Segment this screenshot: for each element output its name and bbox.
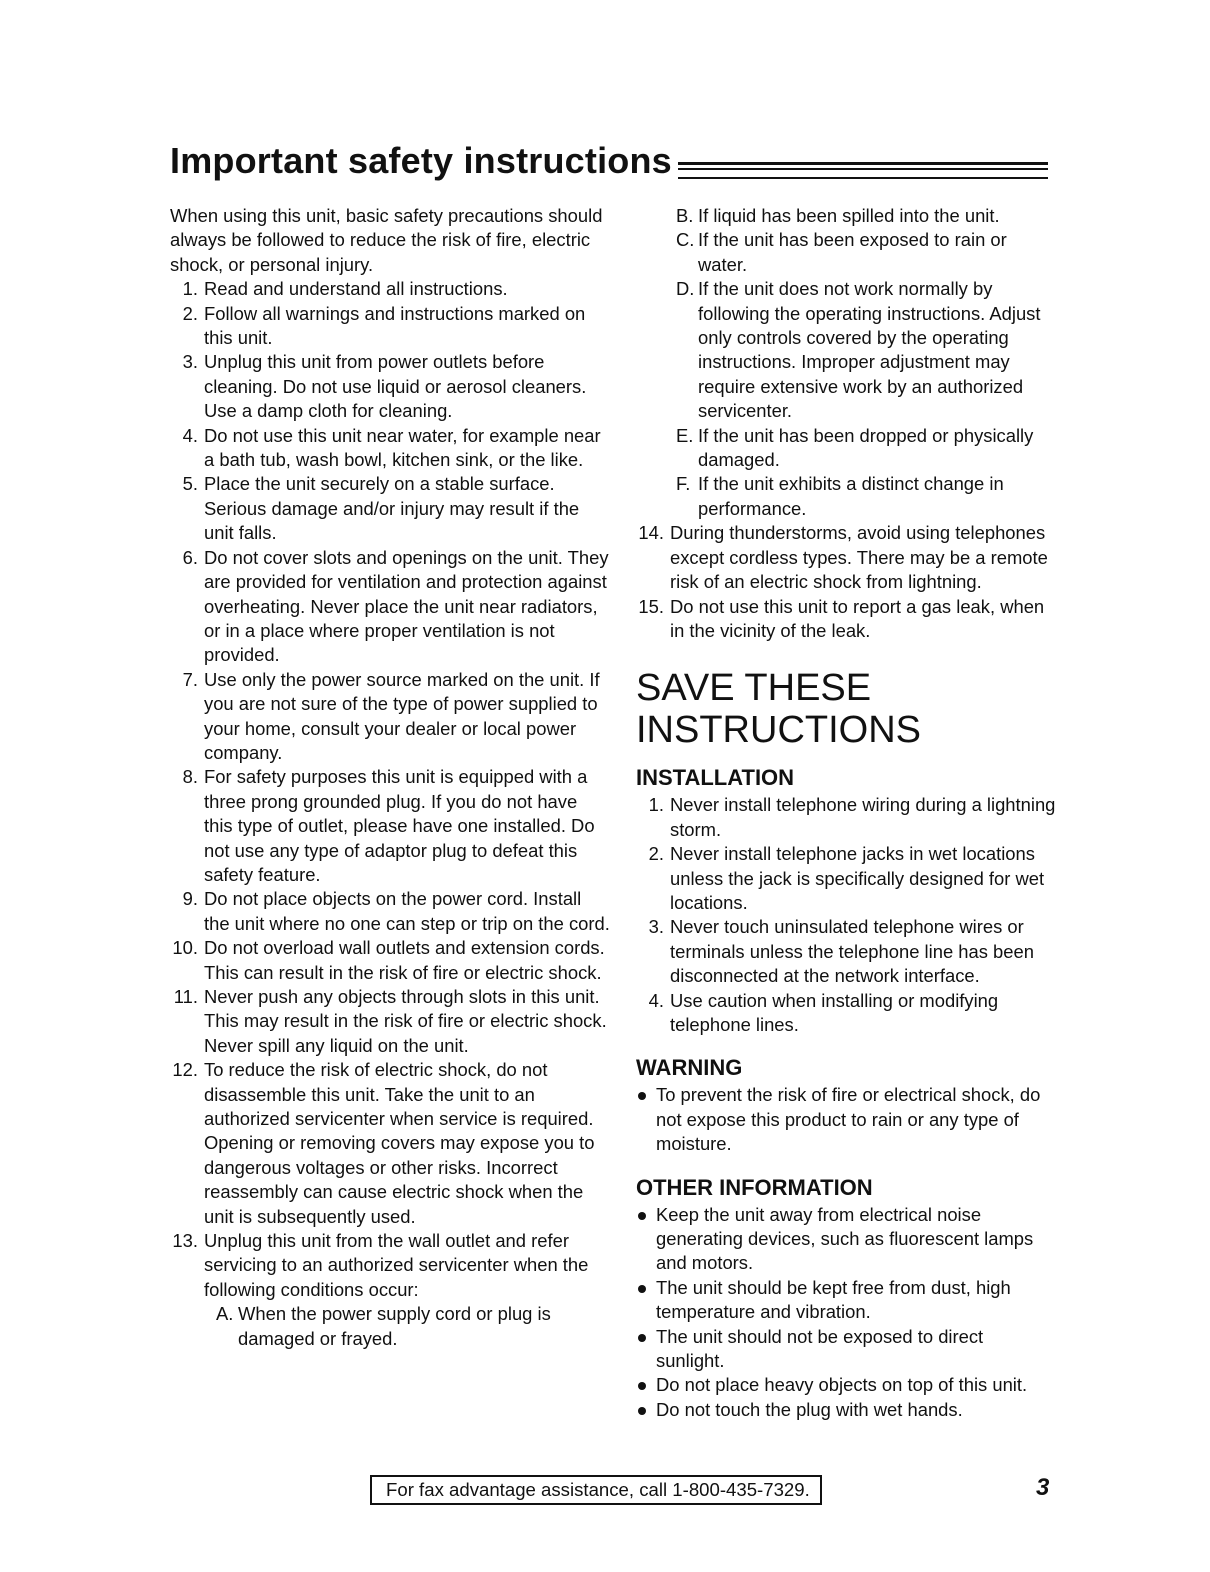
- item-text: Use only the power source marked on the unit. If you are not sure of the type of power supplied to your home, consult your dealer or local power company.: [204, 668, 600, 763]
- item-number: 5.: [182, 473, 198, 495]
- bullet-item: [636, 1203, 1056, 1276]
- title-row: [170, 140, 1050, 190]
- list-item: [636, 595, 1056, 644]
- bullet-item: [636, 1373, 1056, 1397]
- bullet-icon: [638, 1285, 646, 1293]
- item-number: 10.: [172, 937, 198, 959]
- list-item: [636, 989, 1056, 1038]
- list-item: [170, 985, 610, 1058]
- item-letter: C.: [676, 229, 695, 251]
- other-information-list: [636, 1203, 1056, 1423]
- bullet-icon: [638, 1092, 646, 1100]
- item-letter: E.: [676, 424, 694, 446]
- item-text: Never touch uninsulated telephone wires or terminals unless the telephone line has been disconnected at the network interface.: [670, 916, 1034, 987]
- item-number: 2.: [648, 843, 664, 865]
- item-number: 11.: [173, 986, 198, 1007]
- sub-list-item: [216, 1302, 610, 1351]
- list-item: [170, 472, 610, 545]
- item-text: To prevent the risk of fire or electrical shock, do not expose this product to rain or any type of moisture.: [656, 1084, 1041, 1155]
- bullet-item: [636, 1398, 1056, 1422]
- list-item: [170, 1229, 610, 1351]
- sub-list: [216, 1302, 610, 1351]
- bullet-icon: [638, 1334, 646, 1342]
- sub-list-item: [676, 277, 1056, 423]
- item-number: 7.: [182, 668, 198, 690]
- item-text: Never install telephone wiring during a lightning storm.: [670, 794, 1056, 840]
- item-text: If the unit has been dropped or physically damaged.: [698, 424, 1034, 471]
- bullet-item: [636, 1325, 1056, 1374]
- list-item: [170, 277, 610, 301]
- item-number: 9.: [182, 888, 198, 910]
- bullet-icon: [638, 1212, 646, 1220]
- safety-list-right: [636, 521, 1056, 643]
- item-text: Follow all warnings and instructions marked on this unit.: [204, 302, 586, 349]
- save-heading-line2: INSTRUCTIONS: [636, 709, 921, 752]
- item-text: When the power supply cord or plug is damaged or frayed.: [238, 1303, 551, 1349]
- item-text: Never push any objects through slots in this unit. This may result in the risk of fire or electric shock. Never spill any liquid on the unit.: [204, 986, 607, 1056]
- bullet-icon: [638, 1407, 646, 1415]
- page-number: 3: [1036, 1474, 1050, 1501]
- item-text: If liquid has been spilled into the unit.: [698, 205, 1000, 226]
- item-text: If the unit has been exposed to rain or water.: [698, 229, 1007, 275]
- list-item: [636, 521, 1056, 594]
- bullet-icon: [638, 1382, 646, 1390]
- title-rule: [678, 162, 1048, 179]
- list-item: [170, 350, 610, 423]
- item-number: 4.: [648, 989, 664, 1011]
- item-text: Do not use this unit near water, for example near a bath tub, wash bowl, kitchen sink, or the like.: [204, 424, 601, 471]
- safety-list-left: [170, 277, 610, 1351]
- bullet-item: [636, 1276, 1056, 1325]
- save-instructions-heading: [636, 667, 1056, 751]
- sub-list-item: [676, 204, 1056, 228]
- item-number: 13.: [172, 1230, 198, 1252]
- item-text: The unit should be kept free from dust, high temperature and vibration.: [656, 1276, 1011, 1323]
- item-text: Do not overload wall outlets and extension cords. This can result in the risk of fire or electric shock.: [204, 937, 605, 983]
- installation-list: [636, 793, 1056, 1037]
- item-number: 2.: [182, 302, 198, 324]
- list-item: [170, 302, 610, 351]
- item-number: 1.: [648, 794, 664, 816]
- item-text: To reduce the risk of electric shock, do not disassemble this unit. Take the unit to an authorized servicenter when service is required. Opening or removing covers may expose you to dangerous voltages or other risks. Incorrect reassembly can cause electric shock when the unit is subsequently used.: [204, 1059, 595, 1227]
- item-number: 6.: [182, 546, 198, 568]
- item-text: Keep the unit away from electrical noise generating devices, such as fluorescent lamps and motors.: [656, 1203, 1034, 1274]
- item-letter: F.: [676, 473, 691, 495]
- item-number: 15.: [638, 595, 664, 617]
- sub-list-item: [676, 424, 1056, 473]
- sub-list-item: [676, 472, 1056, 521]
- left-column: [170, 204, 610, 1351]
- item-letter: D.: [676, 278, 695, 300]
- item-text: If the unit exhibits a distinct change in performance.: [698, 473, 1004, 519]
- item-text: Do not touch the plug with wet hands.: [656, 1398, 963, 1420]
- list-item: [170, 887, 610, 936]
- list-item: [636, 842, 1056, 915]
- item-text: The unit should not be exposed to direct sunlight.: [656, 1325, 984, 1372]
- save-heading-line1: SAVE THESE: [636, 667, 872, 710]
- item-text: Do not place heavy objects on top of this unit.: [656, 1374, 1028, 1396]
- list-item: [170, 765, 610, 887]
- item-text: Unplug this unit from the wall outlet and refer servicing to an authorized servicenter when the following conditions occur:: [204, 1230, 589, 1300]
- item-text: Do not use this unit to report a gas leak, when in the vicinity of the leak.: [670, 595, 1045, 641]
- installation-heading: INSTALLATION: [636, 765, 795, 791]
- item-number: 12.: [172, 1059, 198, 1081]
- sub-list-item: [676, 228, 1056, 277]
- list-item: [636, 915, 1056, 988]
- other-information-heading: OTHER INFORMATION: [636, 1174, 873, 1200]
- intro-paragraph: When using this unit, basic safety precautions should always be followed to reduce the risk of fire, electric shock, or personal injury.: [170, 205, 603, 275]
- item-text: Read and understand all instructions.: [204, 278, 508, 300]
- item-number: 14.: [638, 522, 664, 544]
- list-item: [170, 1058, 610, 1229]
- fax-assistance-footer: For fax advantage assistance, call 1-800-435-7329.: [370, 1475, 822, 1505]
- warning-list: [636, 1083, 1056, 1156]
- list-item: [170, 424, 610, 473]
- page-title: Important safety instructions: [170, 140, 672, 181]
- item-text: Do not place objects on the power cord. Install the unit where no one can step or trip on the cord.: [204, 888, 610, 934]
- item-text: Unplug this unit from power outlets before cleaning. Do not use liquid or aerosol cleaners. Use a damp cloth for cleaning.: [204, 351, 587, 422]
- item-text: Use caution when installing or modifying telephone lines.: [670, 989, 999, 1035]
- sub-list-continued: [676, 204, 1056, 521]
- item-text: Do not cover slots and openings on the unit. They are provided for ventilation and protection against overheating. Never place the unit near radiators, or in a place where proper ventilation is not provided.: [204, 546, 609, 666]
- list-item: [636, 793, 1056, 842]
- item-text: If the unit does not work normally by following the operating instructions. Adjust only controls covered by the operating instructions. Improper adjustment may require extensive work by an authorized servicenter.: [698, 278, 1041, 422]
- item-letter: A.: [216, 1303, 234, 1325]
- list-item: [170, 936, 610, 985]
- item-text: Never install telephone jacks in wet locations unless the jack is specifically designed for wet locations.: [670, 843, 1045, 913]
- item-number: 3.: [182, 351, 198, 373]
- item-number: 1.: [182, 278, 198, 300]
- item-text: For safety purposes this unit is equipped with a three prong grounded plug. If you do not have this type of outlet, please have one installed. Do not use any type of adaptor plug to defeat this safety feature.: [204, 766, 595, 885]
- item-number: 8.: [182, 766, 198, 788]
- bullet-item: [636, 1083, 1056, 1156]
- warning-heading: WARNING: [636, 1055, 743, 1081]
- item-number: 3.: [648, 916, 664, 938]
- item-letter: B.: [676, 205, 694, 226]
- item-number: 4.: [182, 424, 198, 446]
- list-item: [170, 668, 610, 766]
- list-item: [170, 546, 610, 668]
- item-text: During thunderstorms, avoid using telephones except cordless types. There may be a remote risk of an electric shock from lightning.: [670, 522, 1048, 593]
- item-text: Place the unit securely on a stable surface. Serious damage and/or injury may result if the unit falls.: [204, 473, 580, 544]
- right-column: [636, 204, 1056, 1422]
